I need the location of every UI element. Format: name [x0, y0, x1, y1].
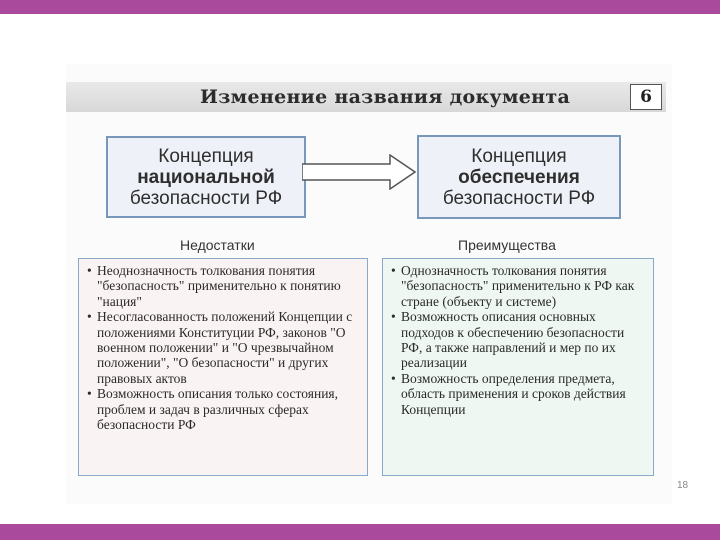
advantage-item: • Возможность описания основных подходов к обеспечению безопасности РФ, а также направлений и мер по их реализации [391, 309, 647, 371]
disadvantage-item: • Несогласованность положений Концепции с положениями Конституции РФ, законов "О военном положении" и "О чрезвычайном положении", "О безопасности" и других правовых актов [87, 309, 361, 386]
new-concept-line1: Концепция [471, 145, 567, 167]
new-concept-box [417, 135, 621, 219]
slide-number-badge: 6 [630, 84, 662, 110]
old-concept-line2: национальной [137, 166, 275, 188]
right-arrow-icon [302, 154, 416, 190]
disadvantages-heading: Недостатки [180, 237, 255, 253]
page-number: 18 [677, 480, 689, 491]
advantage-item: • Возможность определения предмета, область применения и сроков действия Концепции [391, 371, 647, 417]
page-title: Изменение названия документа [200, 86, 571, 108]
advantage-item: • Однозначность толкования понятия "безопасность" применительно к РФ как стране (объекту и системе) [391, 263, 647, 309]
disadvantages-panel [78, 258, 368, 476]
advantages-panel [382, 258, 654, 476]
disadvantage-item: • Возможность описания только состояния, проблем и задач в различных сферах безопасности РФ [87, 386, 361, 432]
old-concept-line3: безопасности РФ [129, 187, 283, 209]
new-concept-line3: безопасности РФ [442, 187, 596, 209]
advantages-heading: Преимущества [458, 237, 556, 253]
disadvantage-item: • Неоднозначность толкования понятия "безопасность" применительно к понятию "нация" [87, 263, 361, 309]
old-concept-line1: Концепция [158, 145, 254, 167]
new-concept-line2: обеспечения [458, 166, 580, 188]
old-concept-box [106, 136, 306, 218]
